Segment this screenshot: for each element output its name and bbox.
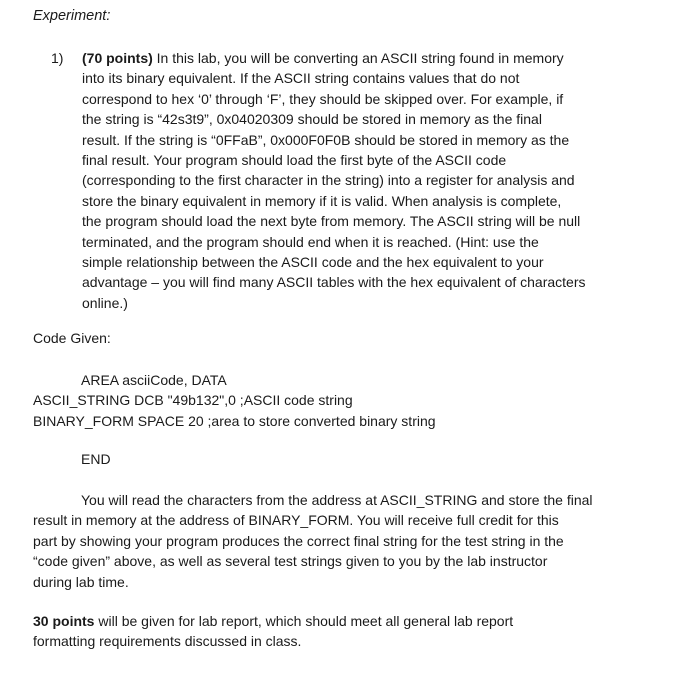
code-line-area: AREA asciiCode, DATA bbox=[81, 372, 227, 388]
report-paragraph bbox=[33, 611, 653, 652]
instructions-line: “code given” above, as well as several test strings given to you by the lab instructor bbox=[33, 553, 548, 570]
instructions-line: part by showing your program produces the correct final string for the test string in the bbox=[33, 532, 564, 549]
code-line-ascii-string: ASCII_STRING DCB "49b132",0 ;ASCII code string bbox=[33, 392, 353, 409]
report-points-label: 30 points bbox=[33, 613, 95, 629]
problem-line: (corresponding to the first character in the string) into a register for analysis and bbox=[82, 172, 575, 189]
problem-line: terminated, and the program should end when it is reached. (Hint: use the bbox=[82, 233, 539, 250]
problem-line: store the binary equivalent in memory if it is valid. When analysis is complete, bbox=[82, 192, 562, 209]
report-line: formatting requirements discussed in class. bbox=[33, 633, 302, 650]
report-line bbox=[33, 611, 653, 631]
problem-body bbox=[82, 48, 652, 313]
code-block bbox=[33, 370, 436, 431]
problem-line: the program should load the next byte from memory. The ASCII string will be null bbox=[82, 213, 581, 230]
experiment-heading: Experiment: bbox=[33, 8, 111, 24]
report-text: will be given for lab report, which should meet all general lab report bbox=[94, 613, 514, 629]
problem-number: 1) bbox=[51, 50, 64, 66]
points-label: (70 points) bbox=[82, 50, 153, 66]
code-line-end: END bbox=[81, 451, 111, 467]
instructions-line: during lab time. bbox=[33, 573, 129, 590]
instructions-paragraph bbox=[33, 490, 653, 592]
problem-text: In this lab, you will be converting an ASCII string found in memory bbox=[152, 50, 564, 66]
problem-line: final result. Your program should load the first byte of the ASCII code bbox=[82, 152, 507, 169]
code-given-label: Code Given: bbox=[33, 330, 111, 346]
problem-line: the string is “42s3t9”, 0x04020309 should be stored in memory as the final bbox=[82, 111, 542, 128]
instructions-line: You will read the characters from the address at ASCII_STRING and store the final bbox=[81, 492, 593, 508]
instructions-line: result in memory at the address of BINARY_FORM. You will receive full credit for this bbox=[33, 512, 559, 529]
problem-line: result. If the string is “0FFaB”, 0x000F0F0B should be stored in memory as the bbox=[82, 131, 570, 148]
problem-line: advantage – you will find many ASCII tables with the hex equivalent of characters bbox=[82, 274, 586, 291]
problem-line: online.) bbox=[82, 294, 128, 311]
problem-line: simple relationship between the ASCII code and the hex equivalent to your bbox=[82, 254, 544, 271]
problem-line: correspond to hex ‘0’ through ‘F’, they should be skipped over. For example, if bbox=[82, 90, 564, 107]
problem-line bbox=[82, 48, 652, 68]
problem-line: into its binary equivalent. If the ASCII string contains values that do not bbox=[82, 70, 520, 87]
code-line-binary-form: BINARY_FORM SPACE 20 ;area to store converted binary string bbox=[33, 412, 436, 429]
